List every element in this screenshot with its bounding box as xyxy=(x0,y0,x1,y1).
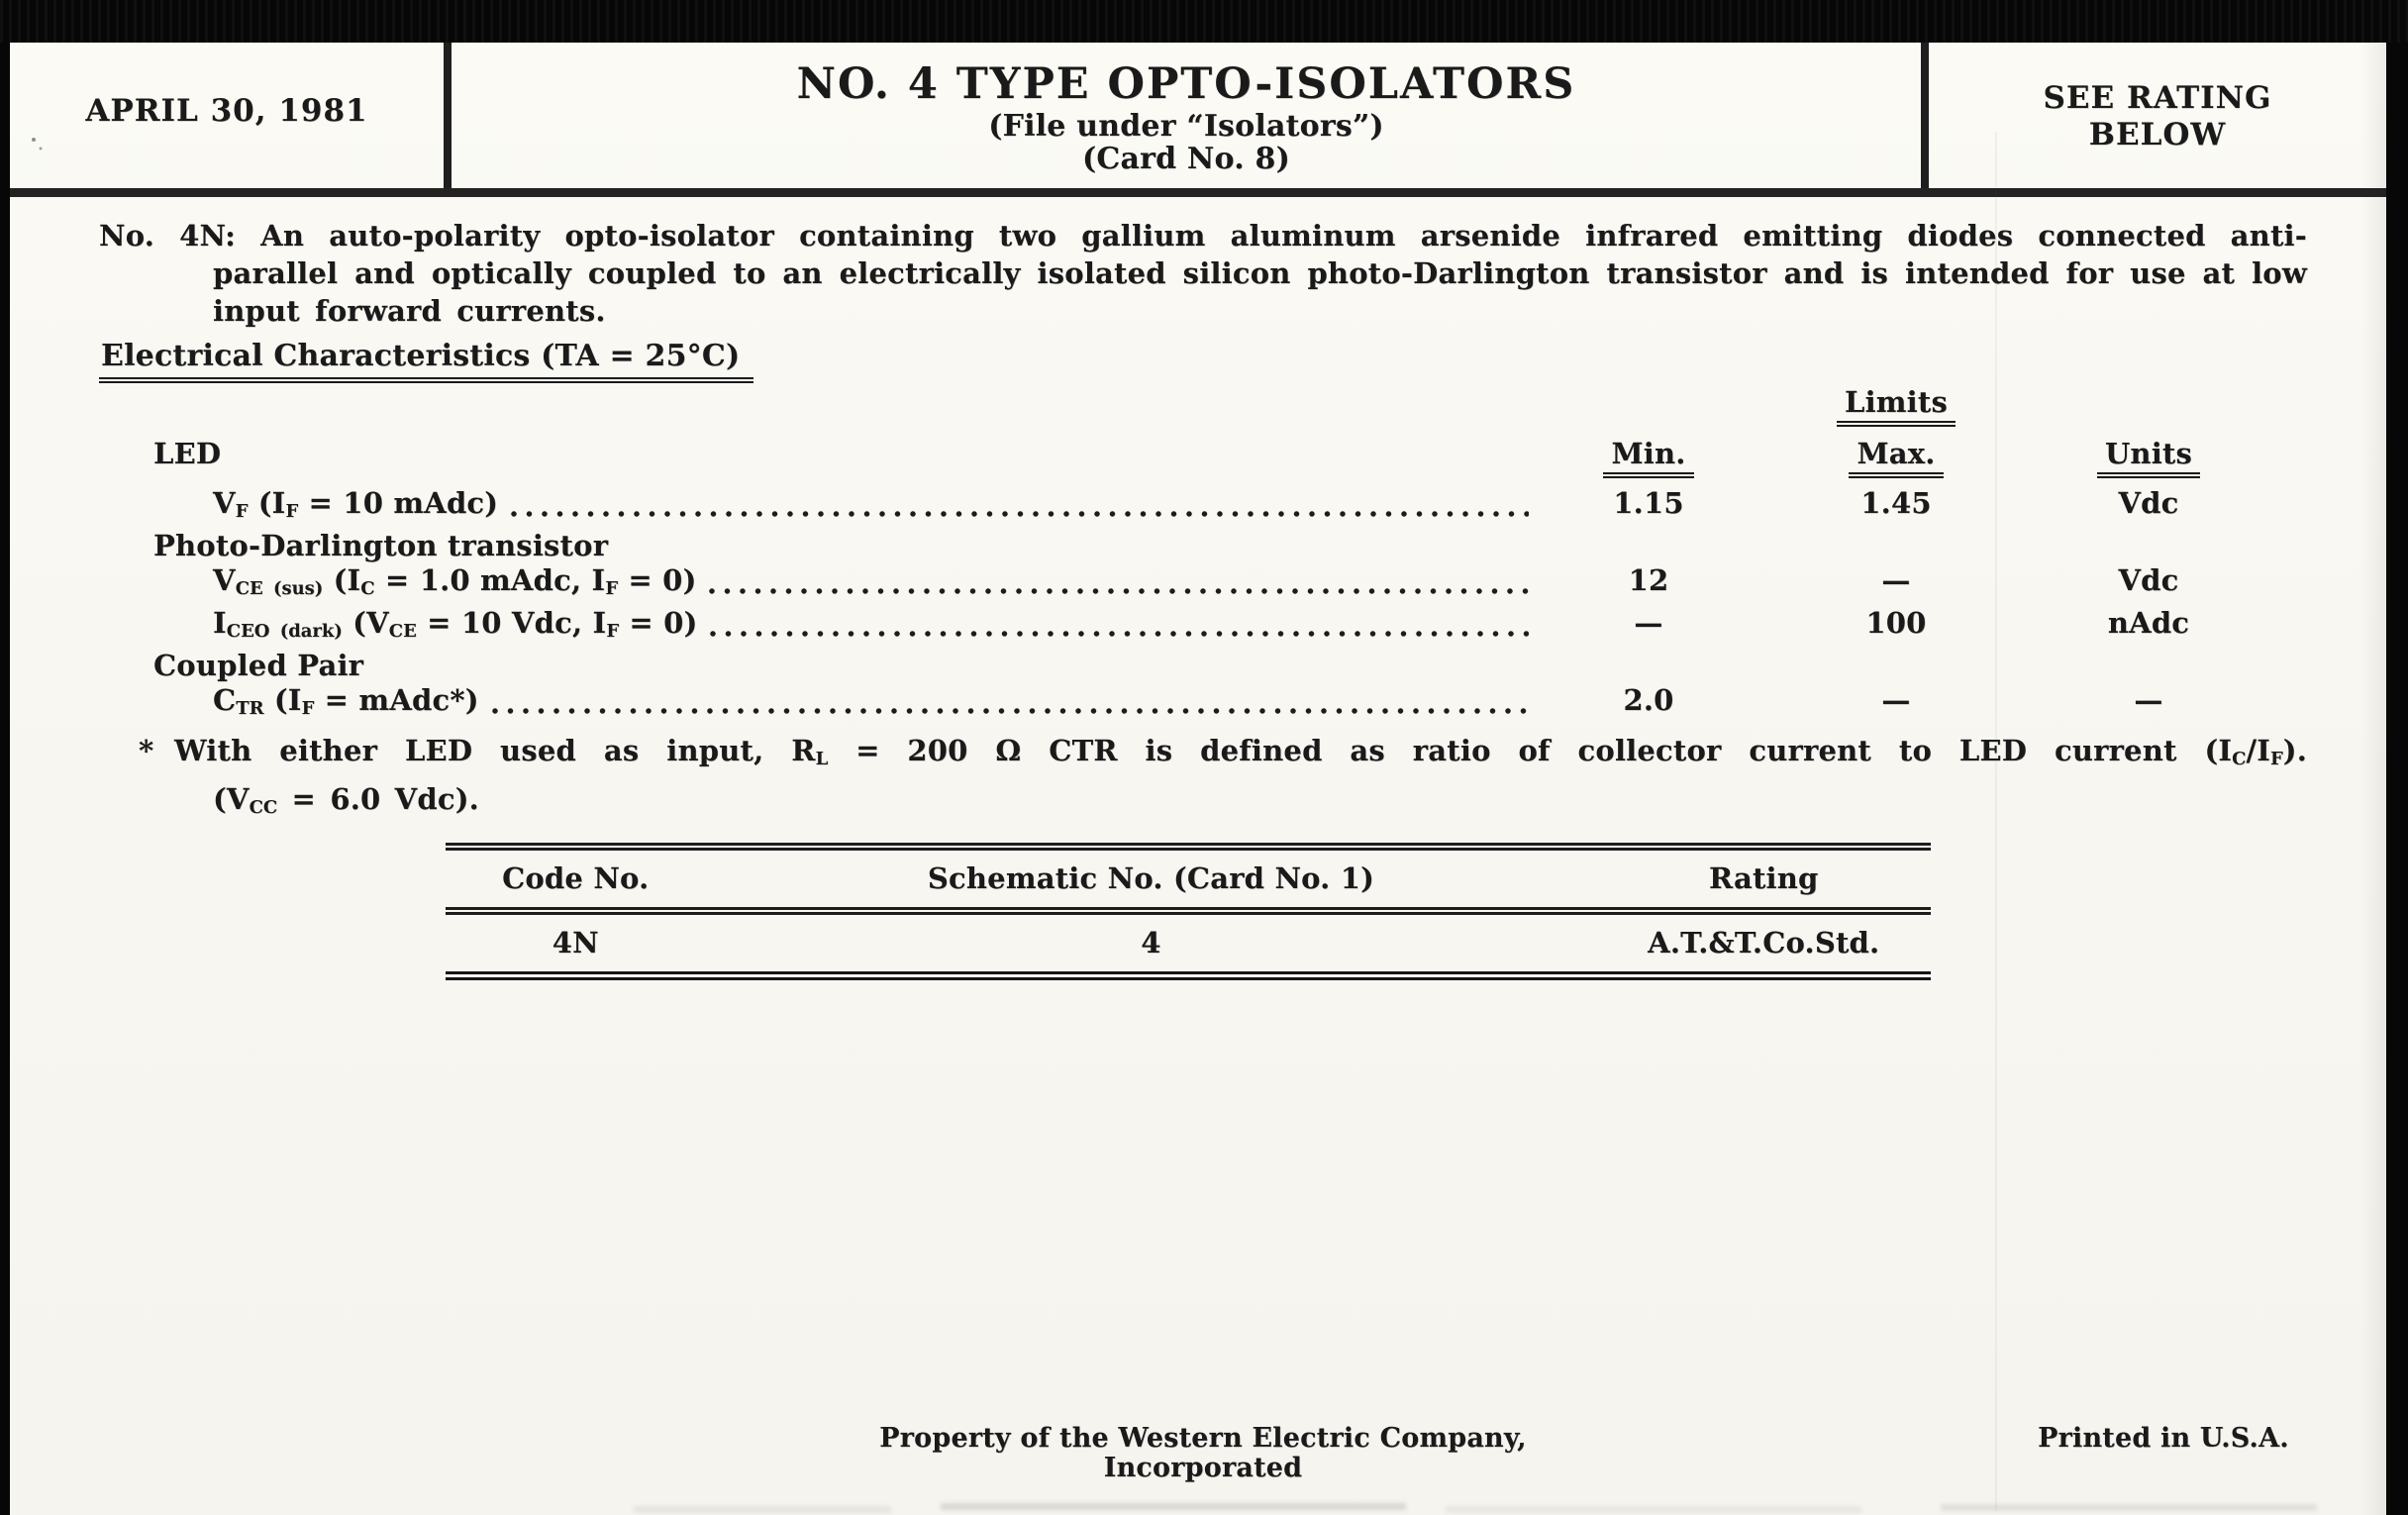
units-value: nAdc xyxy=(2107,605,2190,640)
rating-header: Rating xyxy=(1708,860,1819,895)
limits-row xyxy=(99,385,2307,427)
limits-cell xyxy=(1762,385,2030,427)
min-header-cell xyxy=(1535,437,1762,478)
schematic-no-value: 4 xyxy=(1141,925,1161,960)
footnote-asterisk: * xyxy=(139,733,154,767)
text-segment: ). xyxy=(2282,733,2307,767)
text-segment xyxy=(269,606,279,640)
units-value: Vdc xyxy=(2118,486,2179,520)
dotted-leader xyxy=(491,705,1529,718)
subscript-segment: TR xyxy=(236,697,264,719)
document-body xyxy=(10,197,2386,980)
header-rule xyxy=(10,188,2386,197)
text-segment: (V xyxy=(342,605,389,640)
parameter-row xyxy=(99,606,2307,649)
code-table-data-row xyxy=(446,915,1931,971)
min-value: 2.0 xyxy=(1623,682,1674,717)
header-title-cell xyxy=(452,43,1921,188)
printed-in-usa: Printed in U.S.A. xyxy=(2038,1423,2289,1454)
parameter-label xyxy=(213,563,696,606)
scan-artifact xyxy=(941,1503,1406,1510)
parameter-label xyxy=(213,486,498,529)
scan-artifact xyxy=(634,1506,891,1513)
subscript-segment: C xyxy=(360,577,375,599)
description-paragraph xyxy=(99,217,2307,330)
min-value: — xyxy=(1634,605,1663,640)
text-segment: = 0) xyxy=(619,605,698,640)
subscript-segment: F xyxy=(2270,748,2283,769)
subscript-segment: (dark) xyxy=(279,620,343,642)
limits-header: Limits xyxy=(1837,385,1956,427)
max-value: — xyxy=(1881,682,1911,717)
text-segment: = 200 Ω CTR is defined as ratio of collector current to LED current (I xyxy=(828,733,2233,767)
min-value: 12 xyxy=(1628,562,1669,597)
text-segment: I xyxy=(213,605,227,640)
code-no-header: Code No. xyxy=(502,860,650,895)
header-rating-cell xyxy=(1929,43,2386,188)
min-value: 1.15 xyxy=(1613,486,1684,520)
code-no-value: 4N xyxy=(552,925,599,960)
file-under-note: (File under “Isolators”) xyxy=(988,109,1384,144)
rating-value: A.T.&T.Co.Std. xyxy=(1648,925,1880,960)
rating-note-line1: SEE RATING xyxy=(2043,80,2272,116)
subscript-segment: CE xyxy=(388,620,417,642)
footnote xyxy=(99,734,2307,825)
header xyxy=(10,43,2386,188)
text-segment: = 1.0 mAdc, I xyxy=(374,562,606,597)
text-segment: C xyxy=(213,682,237,717)
column-header-row xyxy=(99,437,2307,478)
scan-seam xyxy=(1995,132,1997,1511)
max-value: — xyxy=(1881,562,1911,597)
max-value: 1.45 xyxy=(1860,486,1932,520)
subscript-segment: CC xyxy=(249,796,278,818)
date-label: APRIL 30, 1981 xyxy=(85,92,368,129)
group-row xyxy=(99,649,2307,683)
text-segment: = 10 mAdc) xyxy=(298,486,499,520)
text-segment: (I xyxy=(323,562,361,597)
header-divider xyxy=(1921,43,1929,188)
subscript-segment: F xyxy=(605,577,619,599)
document xyxy=(10,43,2386,1515)
text-segment: (V xyxy=(213,781,250,816)
footnote-line-2 xyxy=(213,782,2307,825)
characteristics-rows xyxy=(99,486,2307,726)
description-line: input forward currents. xyxy=(213,294,606,328)
parameter-row xyxy=(99,486,2307,529)
dotted-leader xyxy=(708,585,1529,598)
text-segment: (I xyxy=(248,486,286,520)
subscript-segment: F xyxy=(285,500,299,522)
subscript-segment: F xyxy=(301,697,315,719)
parameter-label xyxy=(213,683,479,726)
dotted-leader xyxy=(709,628,1529,641)
description-line: parallel and optically coupled to an electrically isolated silicon photo-Darlington transistor and is intended for use at low xyxy=(213,256,2307,290)
text-segment: With either LED used as input, R xyxy=(174,733,816,767)
footnote-line-1 xyxy=(139,734,2307,776)
subscript-segment: F xyxy=(235,500,249,522)
section-heading: Electrical Characteristics (TA = 25°C) xyxy=(99,337,753,383)
max-header-cell xyxy=(1762,437,2030,478)
units-header-cell xyxy=(2030,437,2267,478)
text-segment: V xyxy=(213,562,236,597)
group-row xyxy=(99,529,2307,563)
subscript-segment: CE xyxy=(235,577,263,599)
parameter-label xyxy=(213,606,697,649)
section-heading-row xyxy=(99,336,2307,383)
subscript-segment: (sus) xyxy=(273,577,324,599)
text-segment: /I xyxy=(2246,733,2271,767)
description-line: No. 4N: An auto-polarity opto-isolator containing two gallium aluminum arsenide infrared emitting diodes connected anti- xyxy=(99,219,2307,252)
units-column-header: Units xyxy=(2097,437,2200,478)
subscript-segment: L xyxy=(815,748,829,769)
card-number-note: (Card No. 8) xyxy=(1082,142,1290,176)
parameter-label-cell xyxy=(213,606,1535,649)
units-value: — xyxy=(2134,682,2163,717)
parameter-row xyxy=(99,683,2307,726)
parameter-label-cell xyxy=(213,486,1535,529)
scan-artifact xyxy=(32,138,36,142)
code-table-header-row xyxy=(446,851,1931,915)
subscript-segment: CEO xyxy=(226,620,270,642)
characteristics-table xyxy=(99,385,2307,726)
footnote-text xyxy=(174,734,2307,776)
text-segment: = 6.0 Vdc). xyxy=(277,781,479,816)
code-table xyxy=(446,843,1931,980)
dotted-leader xyxy=(510,508,1529,521)
text-segment: V xyxy=(213,486,236,520)
group-cell xyxy=(99,437,1535,471)
scan-artifact xyxy=(1446,1506,1861,1513)
rating-note-line2: BELOW xyxy=(2088,117,2227,152)
text-segment: = mAdc*) xyxy=(314,682,479,717)
scan-artifact xyxy=(1941,1504,2317,1511)
subscript-segment: F xyxy=(606,620,620,642)
text-segment: = 10 Vdc, I xyxy=(416,605,607,640)
units-value: Vdc xyxy=(2118,562,2179,597)
text-segment: = 0) xyxy=(618,562,697,597)
text-segment: (I xyxy=(263,682,302,717)
group-label: Coupled Pair xyxy=(153,648,364,682)
group-label: Photo-Darlington transistor xyxy=(153,528,609,562)
group-label-led: LED xyxy=(153,437,222,470)
property-notice: Property of the Western Electric Company, Incorporated xyxy=(879,1423,1527,1483)
parameter-label-cell xyxy=(213,683,1535,726)
min-column-header: Min. xyxy=(1603,437,1693,478)
page-title: NO. 4 TYPE OPTO-ISOLATORS xyxy=(796,59,1576,109)
text-segment xyxy=(263,563,273,597)
header-divider xyxy=(444,43,452,188)
max-value: 100 xyxy=(1865,605,1927,640)
parameter-label-cell xyxy=(213,563,1535,606)
header-date-cell xyxy=(10,43,444,188)
parameter-row xyxy=(99,563,2307,606)
max-column-header: Max. xyxy=(1849,437,1943,478)
subscript-segment: C xyxy=(2232,748,2247,769)
schematic-no-header: Schematic No. (Card No. 1) xyxy=(927,860,1375,895)
